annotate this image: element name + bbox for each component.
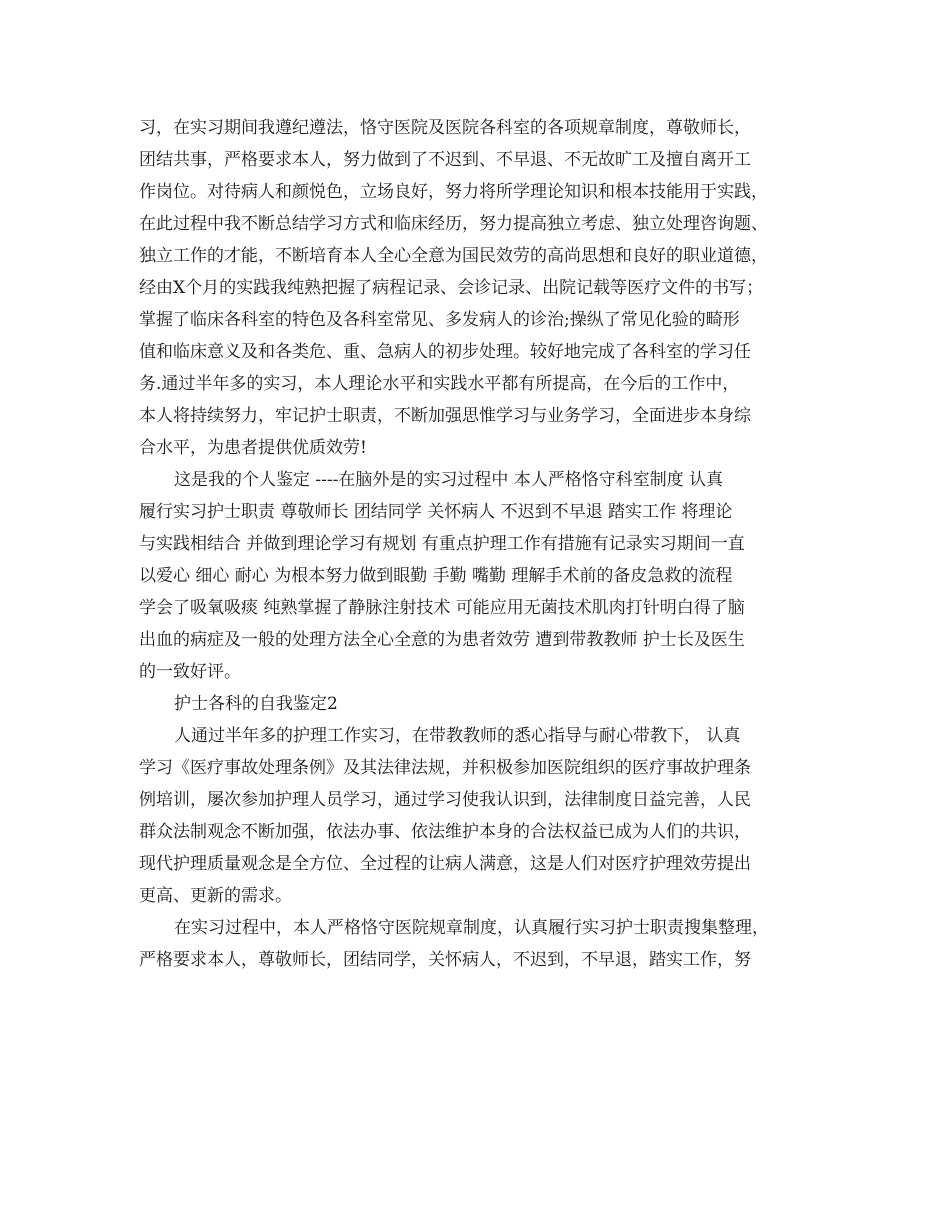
- text-line: 务.通过半年多的实习，本人理论水平和实践水平都有所提高，在今后的工作中，: [139, 374, 740, 394]
- text-line: 学会了吸氧吸痰 纯熟掌握了静脉注射技术 可能应用无菌技术肌肉打针明白得了脑: [139, 598, 745, 618]
- paragraph-start-line: 人通过半年多的护理工作实习，在带教教师的悉心指导与耐心带教下， 认真: [174, 726, 741, 746]
- text-line: 值和临床意义及和各类危、重、急病人的初步处理。较好地完成了各科室的学习任: [139, 342, 751, 362]
- text-line: 以爱心 细心 耐心 为根本努力做到眼勤 手勤 嘴勤 理解手术前的备皮急救的流程: [139, 566, 733, 586]
- text-line: 例培训，屡次参加护理人员学习，通过学习使我认识到，法律制度日益完善，人民: [139, 790, 751, 810]
- text-line: 本人将持续努力，牢记护士职责，不断加强思惟学习与业务学习，全面进步本身综: [139, 406, 751, 426]
- text-line: 学习《医疗事故处理条例》及其法律法规，并积极参加医院组织的医疗事故护理条: [139, 758, 751, 778]
- text-line: 出血的病症及一般的处理方法全心全意的为患者效劳 遭到带教教师 护士长及医生: [139, 630, 745, 650]
- text-line: 更高、更新的需求。: [139, 886, 292, 906]
- text-line: 严格要求本人，尊敬师长，团结同学，关怀病人，不迟到，不早退，踏实工作，努: [139, 950, 751, 970]
- text-line: 独立工作的才能，不断培育本人全心全意为国民效劳的高尚思想和良好的职业道德，: [139, 246, 768, 266]
- text-line: 团结共事，严格要求本人，努力做到了不迟到、不早退、不无故旷工及擅自离开工: [139, 150, 751, 170]
- text-line: 履行实习护士职责 尊敬师长 团结同学 关怀病人 不迟到不早退 踏实工作 将理论: [139, 502, 733, 522]
- text-line: 掌握了临床各科室的特色及各科室常见、多发病人的诊治;操纵了常见化验的畸形: [139, 310, 740, 330]
- paragraph-start-line: 这是我的个人鉴定 ----在脑外是的实习过程中 本人严格恪守科室制度 认真: [174, 470, 724, 490]
- section-heading: 护士各科的自我鉴定2: [174, 694, 338, 714]
- text-line: 经由X个月的实践我纯熟把握了病程记录、会诊记录、出院记载等医疗文件的书写；: [139, 278, 764, 298]
- text-line: 习，在实习期间我遵纪遵法，恪守医院及医院各科室的各项规章制度，尊敬师长，: [139, 118, 751, 138]
- text-line: 在此过程中我不断总结学习方式和临床经历，努力提高独立考虑、独立处理咨询题、: [139, 214, 768, 234]
- text-line: 群众法制观念不断加强，依法办事、依法维护本身的合法权益已成为人们的共识，: [139, 822, 751, 842]
- paragraph-start-line: 在实习过程中，本人严格恪守医院规章制度，认真履行实习护士职责搜集整理，: [174, 918, 769, 938]
- text-line: 与实践相结合 并做到理论学习有规划 有重点护理工作有措施有记录实习期间一直: [139, 534, 745, 554]
- text-line: 现代护理质量观念是全方位、全过程的让病人满意，这是人们对医疗护理效劳提出: [139, 854, 751, 874]
- document-body: [139, 112, 839, 976]
- text-line: 作岗位。对待病人和颜悦色，立场良好，努力将所学理论知识和根本技能用于实践，: [139, 182, 768, 202]
- text-line: 的一致好评。: [139, 662, 241, 682]
- text-line: 合水平，为患者提供优质效劳!: [139, 438, 367, 458]
